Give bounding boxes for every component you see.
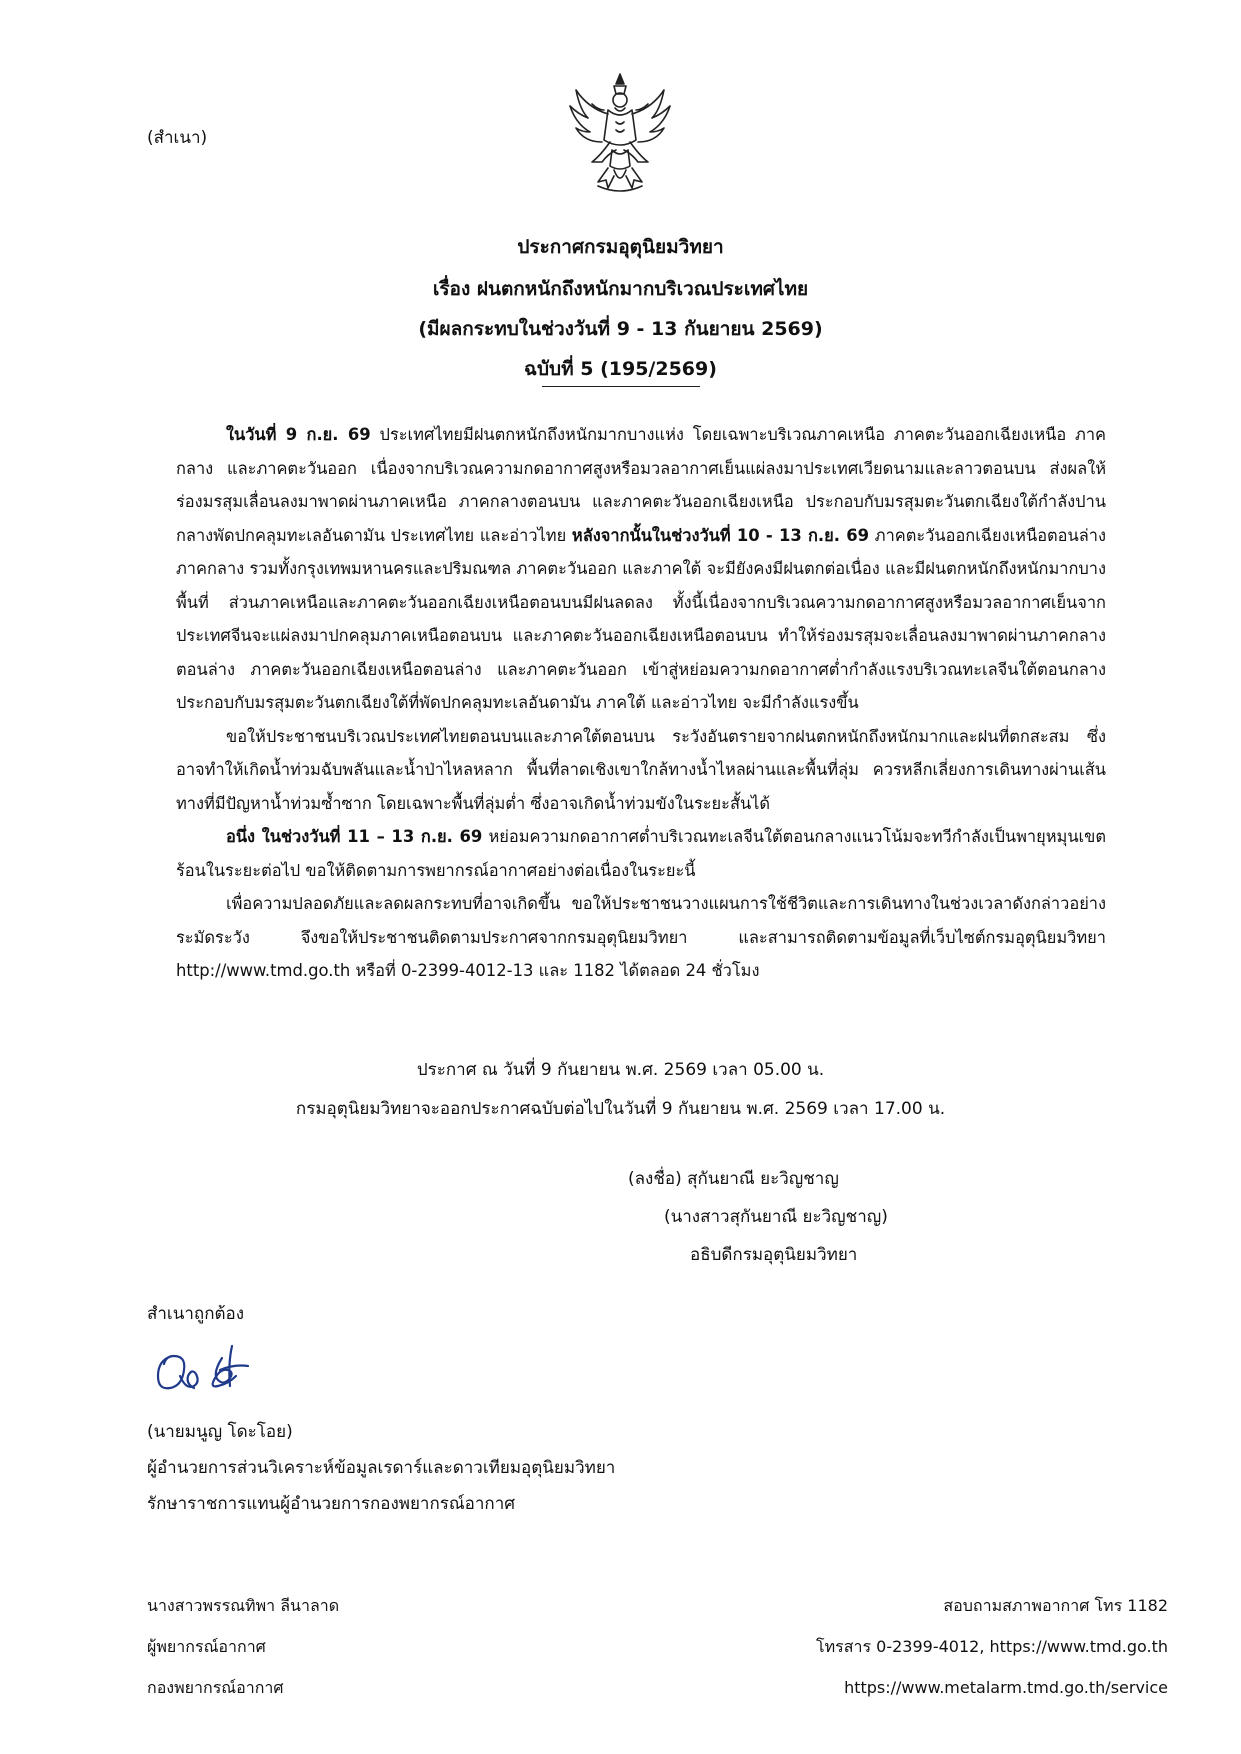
certifier-block [147,1414,615,1522]
title-divider [542,386,700,387]
forecaster-division: กองพยากรณ์อากาศ [147,1678,284,1697]
announcement-issue-number: ฉบับที่ 5 (195/2569) [524,358,717,380]
paragraph-1 [176,418,1106,720]
footer-contact [816,1585,1168,1708]
certifier-position: ผู้อำนวยการส่วนวิเคราะห์ข้อมูลเรดาร์และดาวเทียมอุตุนิยมวิทยา [147,1458,616,1478]
announcement-heading: ประกาศกรมอุตุนิยมวิทยา [517,236,724,258]
issue-info [0,1051,1241,1129]
footer-forecaster [147,1585,339,1708]
paragraph-3 [176,820,1106,887]
issued-date: ประกาศ ณ วันที่ 9 กันยายน พ.ศ. 2569 เวลา 05.00 น. [416,1060,825,1080]
paragraph-2: ขอให้ประชาชนบริเวณประเทศไทยตอนบนและภาคใต้ตอนบน ระวังอันตรายจากฝนตกหนักถึงหนักมากและฝนที่ตกสะสม ซึ่งอาจทำให้เกิดน้ำท่วมฉับพลันและน้ำป่าไหลหลาก พื้นที่ลาดเชิงเขาใกล้ทางน้ำไหลผ่านและพื้นที่ลุ่ม ควรหลีกเลี่ยงการเดินทางผ่านเส้นทางที่มีปัญหาน้ำท่วมซ้ำซาก โดยเฉพาะพื้นที่ลุ่มต่ำ ซึ่งอาจเกิดน้ำท่วมขังในระยะสั้นได้ [176,726,1106,813]
paragraph-1-text-b: ภาคตะวันออกเฉียงเหนือตอนล่าง ภาคกลาง รวมทั้งกรุงเทพมหานครและปริมณฑล ภาคตะวันออก และภาคใต้ จะมียังคงมีฝนตกต่อเนื่อง และมีฝนตกหนักถึงหนักมากบางพื้นที่ ส่วนภาคเหนือและภาคตะวันออกเฉียงเหนือตอนบนมีฝนลดลง ทั้งนี้เนื่องจากบริเวณความกดอากาศสูงหรือมวลอากาศเย็นจากประเทศจีนจะแผ่ลงมาปกคลุมภาคเหนือตอนบน และภาคตะวันออกเฉียงเหนือตอนบน ทำให้ร่องมรสุมจะเลื่อนลงมาพาดผ่านภาคกลางตอนล่าง ภาคตะวันออกเฉียงเหนือตอนล่าง และภาคตะวันออก เข้าสู่หย่อมความกดอากาศต่ำกำลังแรงบริเวณทะเลจีนใต้ตอนกลาง ประกอบกับมรสุมตะวันตกเฉียงใต้ที่พัดปกคลุมทะเลอันดามัน ภาคใต้ และอ่าวไทย จะมีกำลังแรงขึ้น [176,525,1106,712]
certifier-acting-position: รักษาราชการแทนผู้อำนวยการกองพยากรณ์อากาศ [147,1494,516,1514]
signatory-position: อธิบดีกรมอุตุนิยมวิทยา [690,1245,858,1265]
certified-copy-label: สำเนาถูกต้อง [147,1304,245,1324]
handwritten-signature [150,1340,270,1398]
copy-mark: (สำเนา) [147,128,208,148]
contact-phone: สอบถามสภาพอากาศ โทร 1182 [943,1596,1168,1615]
certifier-name: (นายมนูญ โดะโอย) [147,1422,293,1442]
announcement-period: (มีผลกระทบในช่วงวันที่ 9 - 13 กันยายน 2569) [418,318,823,340]
next-issue: กรมอุตุนิยมวิทยาจะออกประกาศฉบับต่อไปในวันที่ 9 กันยายน พ.ศ. 2569 เวลา 17.00 น. [295,1099,946,1119]
paragraph-4: เพื่อความปลอดภัยและลดผลกระทบที่อาจเกิดขึ้น ขอให้ประชาชนวางแผนการใช้ชีวิตและการเดินทางในช่วงเวลาดังกล่าวอย่างระมัดระวัง จึงขอให้ประชาชนติดตามประกาศจากกรมอุตุนิยมวิทยา และสามารถติดตามข้อมูลที่เว็บไซต์กรมอุตุนิยมวิทยา http://www.tmd.go.th หรือที่ 0-2399-4012-13 และ 1182 ได้ตลอด 24 ชั่วโมง [176,894,1106,980]
paragraph-1-lead: ในวันที่ 9 ก.ย. 69 [226,425,371,444]
forecaster-name: นางสาวพรรณทิพา ลีนาลาด [147,1596,340,1615]
paragraph-1-text-a: ประเทศไทยมีฝนตกหนักถึงหนักมากบางแห่ง โดยเฉพาะบริเวณภาคเหนือ ภาคตะวันออกเฉียงเหนือ ภาคกลาง และภาคตะวันออก เนื่องจากบริเวณความกดอากาศสูงหรือมวลอากาศเย็นแผ่ลงมาประเทศเวียดนามและลาวตอนบน ส่งผลให้ร่องมรสุมเลื่อนลงมาพาดผ่านภาคเหนือ ภาคกลางตอนบน และภาคตะวันออกเฉียงเหนือ ประกอบกับมรสุมตะวันตกเฉียงใต้กำลังปานกลางพัดปกคลุมทะเลอันดามัน ประเทศไทย และอ่าวไทย [176,425,1107,545]
contact-fax-website: โทรสาร 0-2399-4012, https://www.tmd.go.th [816,1637,1168,1656]
forecaster-role: ผู้พยากรณ์อากาศ [147,1637,266,1656]
signatory-name: (นางสาวสุกันยาณี ยะวิญชาญ) [664,1207,888,1227]
garuda-emblem-icon [562,70,678,198]
signed-line: (ลงชื่อ) สุกันยาณี ยะวิญชาญ [628,1169,839,1189]
announcement-body [176,418,1106,988]
announcement-subject: เรื่อง ฝนตกหนักถึงหนักมากบริเวณประเทศไทย [432,278,809,300]
contact-service-link: https://www.metalarm.tmd.go.th/service [844,1678,1168,1697]
paragraph-3-lead: อนึ่ง ในช่วงวันที่ 11 – 13 ก.ย. 69 [226,827,483,846]
paragraph-1-highlight: หลังจากนั้นในช่วงวันที่ 10 - 13 ก.ย. 69 [571,525,870,545]
paragraph-3-text: หย่อมความกดอากาศต่ำบริเวณทะเลจีนใต้ตอนกลางแนวโน้มจะทวีกำลังเป็นพายุหมุนเขตร้อนในระยะต่อไป ขอให้ติดตามการพยากรณ์อากาศอย่างต่อเนื่องในระยะนี้ [176,827,1106,880]
signatory-block [628,1160,888,1274]
